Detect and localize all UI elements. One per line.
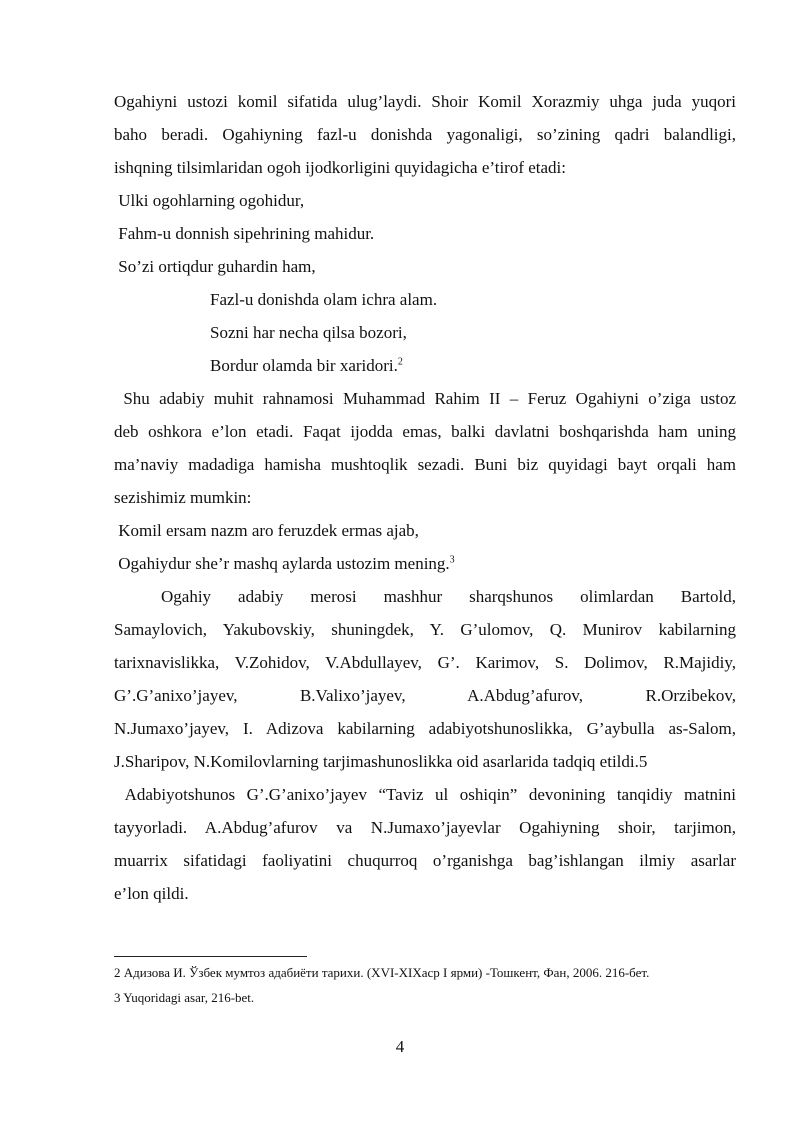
verse1-line-2: Fahm-u donnish sipehrining mahidur. [114, 224, 375, 243]
verse1-indented-line-3 [210, 355, 403, 376]
verse-text: Ogahiydur she’r mashq aylarda ustozim mening. [114, 554, 450, 573]
para3-line-3: tarixnavislikka, V.Zohidov, V.Abdullayev, G’. Karimov, S. Dolimov, R.Majidiy, [114, 653, 736, 672]
footnote-ref-2[interactable]: 2 [397, 356, 403, 368]
para4-line-1: Adabiyotshunos G’.G’anixo’jayev “Taviz ul oshiqin” devonining tanqidiy matnini [114, 785, 736, 804]
verse1-line-3: So’zi ortiqdur guhardin ham, [114, 257, 316, 276]
verse2-line-1: Komil ersam nazm aro feruzdek ermas ajab, [114, 521, 419, 540]
footnote-3: 3 Yuqoridagi asar, 216-bet. [114, 990, 255, 1005]
para2-line-2: deb oshkora e’lon etadi. Faqat ijodda emas, balki davlatni boshqarishda ham uning [114, 422, 736, 441]
verse2-line-2 [114, 553, 736, 574]
para2-line-1: Shu adabiy muhit rahnamosi Muhammad Rahim II – Feruz Ogahiyni o’ziga ustoz [114, 389, 736, 408]
para3-line-4: G’.G’anixo’jayev, B.Valixo’jayev, A.Abdug’afurov, R.Orzibekov, [114, 686, 736, 705]
para2-line-4: sezishimiz mumkin: [114, 488, 252, 507]
footnote-separator [114, 956, 307, 957]
verse1-indented-line-2: Sozni har necha qilsa bozori, [210, 323, 407, 342]
para3-line-5: N.Jumaxo’jayev, I. Adizova kabilarning adabiyotshunoslikka, G’aybulla as-Salom, [114, 719, 736, 738]
para1-line-3: ishqning tilsimlaridan ogoh ijodkorligini quyidagicha e’tirof etadi: [114, 158, 567, 177]
para2-line-3: ma’naviy madadiga hamisha mushtoqlik sezadi. Buni biz quyidagi bayt orqali ham [114, 455, 736, 474]
para3-line-6: J.Sharipov, N.Komilovlarning tarjimashunoslikka oid asarlarida tadqiq etildi.5 [114, 752, 648, 771]
para4-line-4: e’lon qildi. [114, 884, 189, 903]
para3-line-1: Ogahiy adabiy merosi mashhur sharqshunos olimlardan Bartold, [161, 587, 736, 606]
page-number: 4 [395, 1037, 405, 1056]
para4-line-2: tayyorladi. A.Abdug’afurov va N.Jumaxo’jayevlar Ogahiyning shoir, tarjimon, [114, 818, 736, 837]
footnote-2: 2 Адизова И. Ўзбек мумтоз адабиёти тарихи. (XVI-XIXаср I ярми) -Тошкент, Фан, 2006. 216-бет. [114, 965, 650, 980]
para1-line-2: baho beradi. Ogahiyning fazl-u donishda yagonaligi, so’zining qadri balandligi, [114, 125, 736, 144]
verse1-indented-line-1: Fazl-u donishda olam ichra alam. [210, 290, 438, 309]
para4-line-3: muarrix sifatidagi faoliyatini chuqurroq o’rganishga bag’ishlangan ilmiy asarlar [114, 851, 736, 870]
para3-line-2: Samaylovich, Yakubovskiy, shuningdek, Y. G’ulomov, Q. Munirov kabilarning [114, 620, 736, 639]
para1-line-1: Ogahiyni ustozi komil sifatida ulug’laydi. Shoir Komil Xorazmiy uhga juda yuqori [114, 92, 736, 111]
verse1-line-1: Ulki ogohlarning ogohidur, [114, 191, 305, 210]
footnote-ref-3[interactable]: 3 [449, 554, 455, 566]
verse-text: Bordur olamda bir xaridori. [210, 356, 398, 375]
